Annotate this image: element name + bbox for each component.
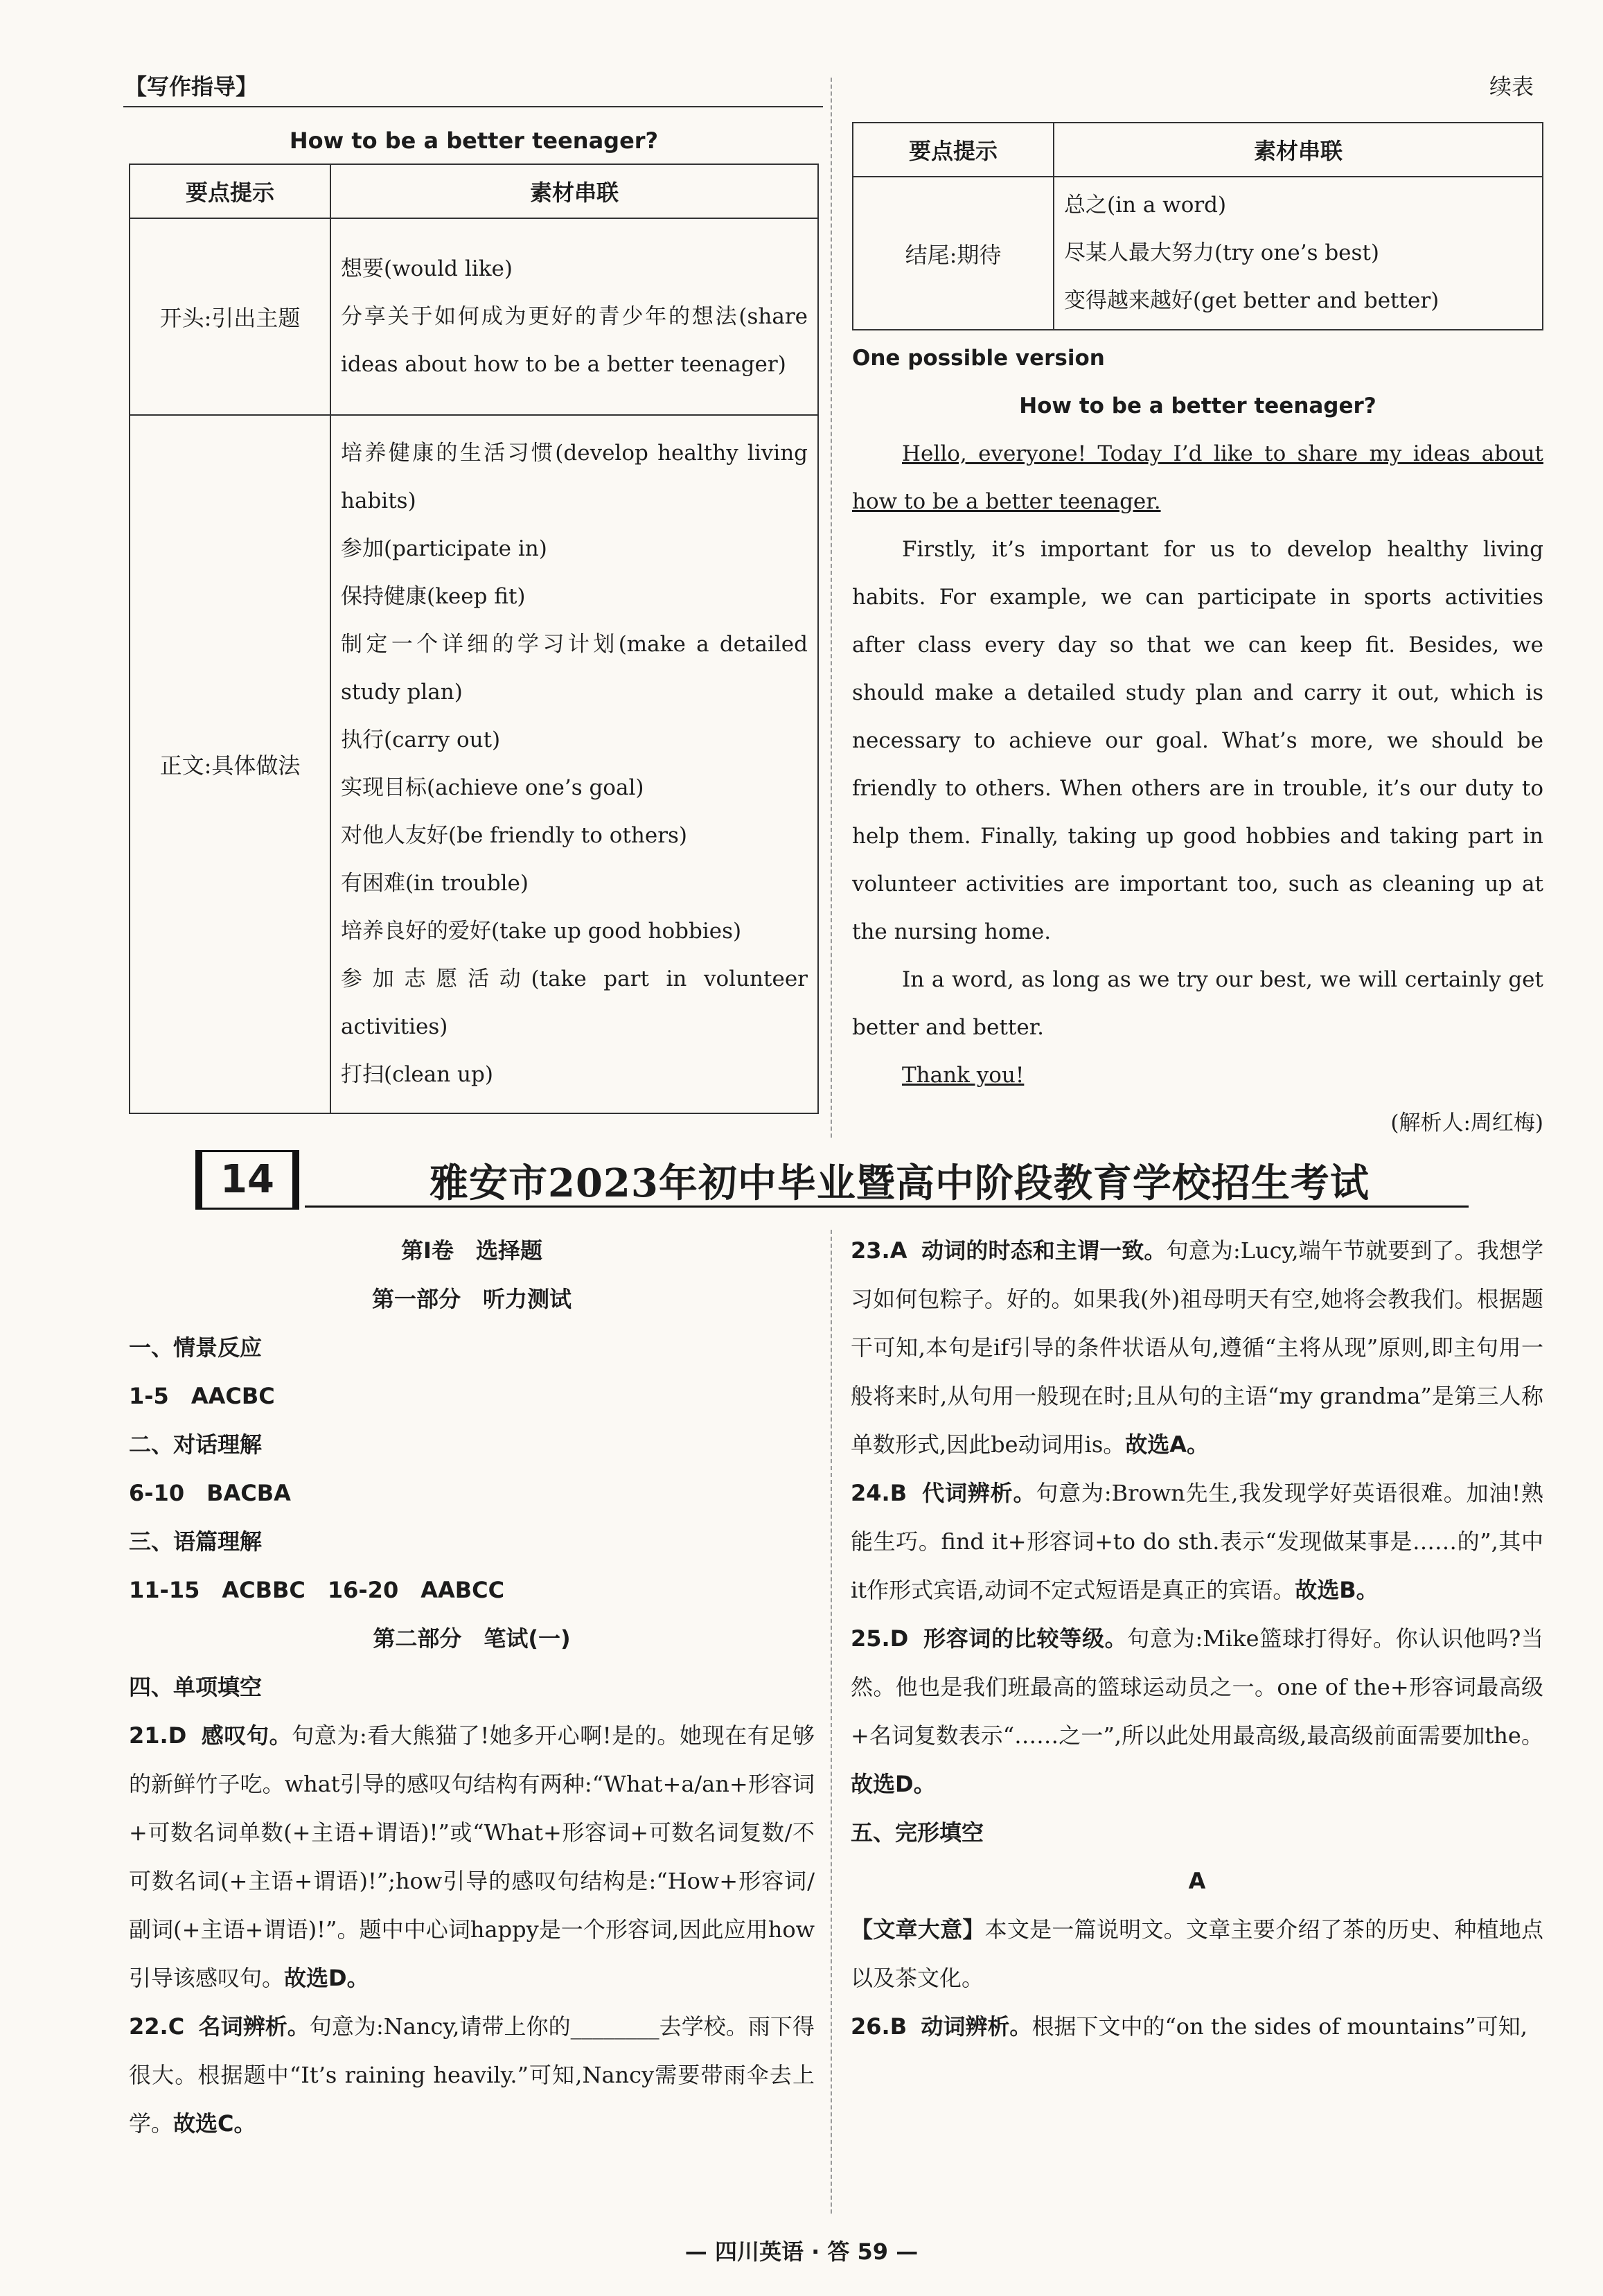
table-point-opening: 开头:引出主题 — [130, 218, 330, 415]
essay-paragraph-1 — [852, 430, 1543, 526]
table-header-points: 要点提示 — [130, 164, 330, 218]
question-22-explanation — [129, 2002, 815, 2148]
question-23-number: 23.A — [851, 1237, 907, 1264]
essay-title: How to be a better teenager? — [1019, 394, 1376, 418]
material-item: 制定一个详细的学习计划(make a detailed study plan) — [341, 632, 808, 705]
section-1-title: 一、情景反应 — [129, 1334, 263, 1361]
question-21-explanation — [129, 1711, 815, 2002]
question-25-type: 形容词的比较等级。 — [923, 1625, 1128, 1652]
question-22-number: 22.C — [129, 2013, 185, 2040]
question-22-type: 名词辨析。 — [198, 2013, 310, 2040]
table-materials-body — [330, 415, 818, 1113]
question-24-type: 代词辨析。 — [922, 1480, 1036, 1506]
question-25-explanation — [851, 1614, 1543, 1808]
table-point-body: 正文:具体做法 — [130, 415, 330, 1113]
answers-right-column — [851, 1226, 1543, 2051]
question-23-explanation — [851, 1226, 1543, 1469]
writing-guide-label: 【写作指导】 — [125, 73, 258, 100]
question-23-text: 句意为:Lucy,端午节就要到了。我想学习如何包粽子。好的。如果我(外)祖母明天有空,她将会教我们。根据题干可知,本句是if引导的条件状语从句,遵循“主将从现”原则,即主句用一般将来时,从句用一般现在时;且从句的主语“my grandma”是第三人称单数形式,因此be动词用is。 — [851, 1237, 1543, 1458]
material-item: 参加(participate in) — [341, 536, 547, 561]
question-26-type: 动词辨析。 — [921, 2013, 1032, 2040]
table-header-materials: 素材串联 — [330, 164, 818, 218]
material-item: 想要(would like) — [341, 256, 513, 281]
sample-essay — [852, 334, 1543, 1147]
passage-a-label: A — [1188, 1868, 1206, 1894]
material-item: 实现目标(achieve one’s goal) — [341, 775, 644, 800]
question-24-number: 24.B — [851, 1480, 907, 1506]
exam-title: 雅安市2023年初中毕业暨高中阶段教育学校招生考试 — [429, 1160, 1370, 1206]
exam-number: 14 — [220, 1157, 274, 1202]
material-item: 有困难(in trouble) — [341, 871, 529, 896]
question-21-number: 21.D — [129, 1722, 187, 1749]
question-23-type: 动词的时态和主谓一致。 — [921, 1237, 1167, 1264]
material-item: 培养健康的生活习惯(develop healthy living habits) — [341, 441, 808, 513]
part1-title: 第一部分 听力测试 — [371, 1286, 572, 1312]
material-item: 对他人友好(be friendly to others) — [341, 823, 688, 848]
section-1-answers: 1-5 AACBC — [129, 1383, 275, 1409]
column-divider-bottom — [831, 1230, 832, 2214]
column-divider-top — [831, 78, 832, 1138]
answers-left-column — [129, 1226, 815, 2148]
question-25-answer: 故选D。 — [851, 1771, 936, 1797]
top-left-rule — [123, 106, 823, 107]
section-3-answers: 11-15 ACBBC 16-20 AABCC — [129, 1577, 505, 1603]
material-item: 培养良好的爱好(take up good hobbies) — [341, 919, 742, 944]
table-caption: How to be a better teenager? — [289, 127, 659, 154]
continued-label: 续表 — [1489, 73, 1534, 100]
continued-table — [852, 122, 1543, 330]
question-21-type: 感叹句。 — [201, 1722, 292, 1749]
part2-title: 第二部分 笔试(一) — [373, 1625, 571, 1652]
material-item: 参加志愿活动(take part in volunteer activities) — [341, 966, 808, 1039]
exam-title-rule — [305, 1206, 1469, 1208]
table-point-ending: 结尾:期待 — [853, 177, 1054, 330]
question-25-text: 句意为:Mike篮球打得好。你认识他吗?当然。他也是我们班最高的篮球运动员之一。one of the+形容词最高级+名词复数表示“……之一”,所以此处用最高级,最高级前面需要加the。 — [851, 1625, 1543, 1749]
essay-closing-sentence: Thank you! — [902, 1063, 1025, 1088]
gist-label: 【文章大意】 — [851, 1916, 985, 1943]
passage-gist — [851, 1905, 1543, 2002]
guide-table — [129, 164, 819, 1114]
section-3-title: 三、语篇理解 — [129, 1528, 263, 1555]
volume-title: 第Ⅰ卷 选择题 — [401, 1237, 542, 1264]
question-22-answer: 故选C。 — [173, 2110, 256, 2137]
question-25-number: 25.D — [851, 1625, 909, 1652]
material-item: 执行(carry out) — [341, 727, 501, 752]
essay-label: One possible version — [852, 346, 1105, 371]
table-materials-opening — [330, 218, 818, 415]
material-item: 尽某人最大努力(try one’s best) — [1064, 240, 1379, 265]
analyst-credit: (解析人:周红梅) — [1390, 1111, 1543, 1136]
question-23-answer: 故选A。 — [1125, 1431, 1210, 1458]
essay-paragraph-3: In a word, as long as we try our best, we will certainly get better and better. — [852, 967, 1543, 1040]
table-header-points: 要点提示 — [853, 123, 1054, 177]
section-5-title: 五、完形填空 — [851, 1819, 984, 1846]
material-item: 打扫(clean up) — [341, 1062, 493, 1087]
exam-number-box — [195, 1150, 299, 1210]
question-24-explanation — [851, 1469, 1543, 1614]
material-item: 保持健康(keep fit) — [341, 584, 526, 609]
question-21-text: 句意为:看大熊猫了!她多开心啊!是的。她现在有足够的新鲜竹子吃。what引导的感叹句结构有两种:“What+a/an+形容词+可数名词单数(+主语+谓语)!”或“What+形容词+可数名词复数/不可数名词(+主语+谓语)!”;how引导的感叹句结构是:“How+形容词/副词(+主语+谓语)!”。题中中心词happy是一个形容词,因此应用how引导该感叹句。 — [129, 1722, 815, 1991]
question-26-explanation — [851, 2002, 1543, 2051]
gist-text: 本文是一篇说明文。文章主要介绍了茶的历史、种植地点以及茶文化。 — [851, 1916, 1543, 1991]
material-item: 变得越来越好(get better and better) — [1064, 288, 1440, 313]
essay-opening-sentence: Hello, everyone! Today I’d like to share my ideas about how to be a better teenager. — [852, 441, 1543, 514]
writing-guide-table — [129, 118, 819, 1114]
essay-paragraph-4 — [852, 1052, 1543, 1100]
question-21-answer: 故选D。 — [284, 1965, 369, 1991]
essay-paragraph-2: Firstly, it’s important for us to develop healthy living habits. For example, we can participate in sports activities after class every day so that we can keep fit. Besides, we should make a detailed study plan and carry it out, which is necessary to achieve our goal. What’s more, we should be friendly to others. When others are in trouble, it’s our duty to help them. Finally, taking up good hobbies and taking part in volunteer activities are important too, such as cleaning up at the nursing home. — [852, 537, 1543, 944]
question-24-text: 句意为:Brown先生,我发现学好英语很难。加油!熟能生巧。find it+形容词+to do sth.表示“发现做某事是……的”,其中it作形式宾语,动词不定式短语是真正的宾语。 — [851, 1480, 1543, 1603]
section-2-answers: 6-10 BACBA — [129, 1480, 291, 1506]
question-22-text: 句意为:Nancy,请带上你的________去学校。雨下得很大。根据题中“It’s raining heavily.”可知,Nancy需要带雨伞去上学。 — [129, 2013, 815, 2137]
section-4-title: 四、单项填空 — [129, 1674, 263, 1700]
question-26-text: 根据下文中的“on the sides of mountains”可知, — [1031, 2013, 1527, 2040]
section-2-title: 二、对话理解 — [129, 1431, 263, 1458]
material-item: 总之(in a word) — [1064, 193, 1227, 218]
table-materials-ending — [1054, 177, 1543, 330]
question-24-answer: 故选B。 — [1295, 1577, 1379, 1603]
page-footer: — 四川英语 · 答 59 — — [684, 2238, 919, 2265]
guide-table-continued — [852, 122, 1543, 330]
table-header-materials: 素材串联 — [1054, 123, 1543, 177]
question-26-number: 26.B — [851, 2013, 907, 2040]
material-item: 分享关于如何成为更好的青少年的想法(share ideas about how to be a better teenager) — [341, 303, 808, 377]
